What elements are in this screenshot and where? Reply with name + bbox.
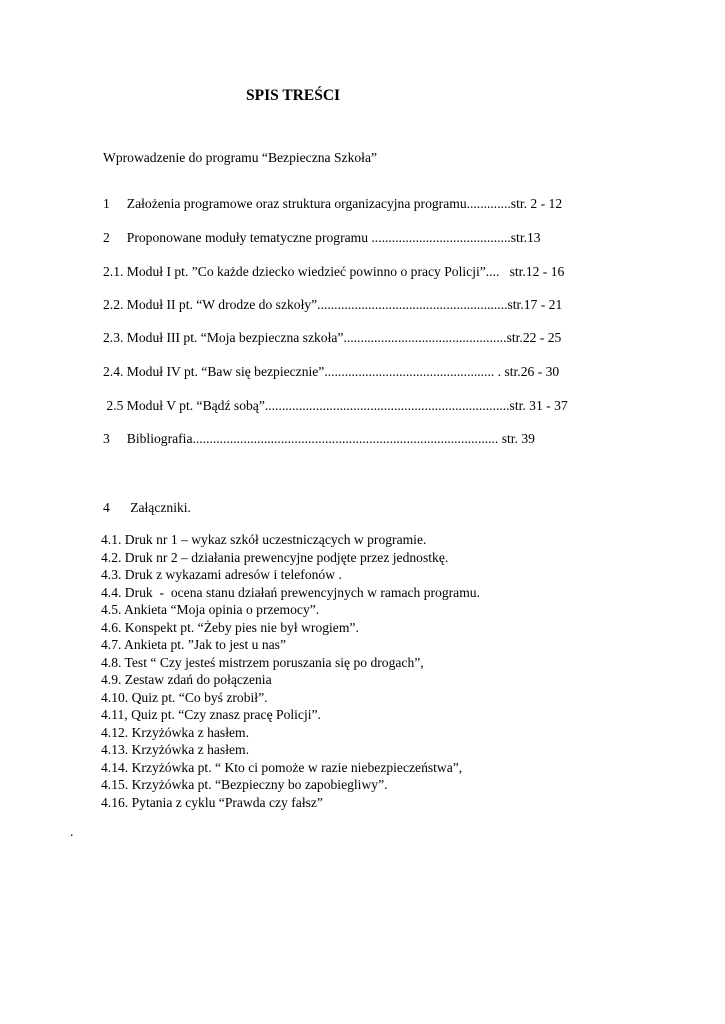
attachment-item: 4.12. Krzyżówka z hasłem. — [101, 724, 249, 740]
attachment-item: 4.10. Quiz pt. “Co byś zrobił”. — [101, 689, 268, 705]
toc-entry: 2.5 Moduł V pt. “Bądź sobą”........................................................................str. 31 - 37 — [103, 398, 568, 413]
attachment-item: 4.1. Druk nr 1 – wykaz szkół uczestniczących w programie. — [101, 532, 427, 547]
attachment-item: 4.5. Ankieta “Moja opinia o przemocy”. — [101, 602, 320, 617]
attachment-item: 4.7. Ankieta pt. ”Jak to jest u nas” — [101, 637, 286, 652]
attachment-item: 4.15. Krzyżówka pt. “Bezpieczny bo zapobiegliwy”. — [101, 777, 388, 792]
toc-entry: 2.3. Moduł III pt. “Moja bezpieczna szkoła”................................................str.22 - 25 — [103, 330, 562, 345]
attachment-item: 4.9. Zestaw zdań do połączenia — [101, 672, 272, 687]
toc-entry: 2.2. Moduł II pt. “W drodze do szkoły”........................................................str.17 - 21 — [103, 297, 563, 312]
attachment-item: 4.3. Druk z wykazami adresów i telefonów . — [101, 567, 342, 582]
toc-entry: 3 Bibliografia.......................................................................................... str. 39 — [103, 431, 535, 446]
attachments-list — [101, 531, 480, 811]
footer-mark: . — [70, 824, 74, 839]
toc-introduction: Wprowadzenie do programu “Bezpieczna Szkoła” — [103, 150, 378, 165]
toc-entry: 2.1. Moduł I pt. ”Co każde dziecko wiedzieć powinno o pracy Policji”.... str.12 - 16 — [103, 264, 565, 279]
toc-entry: 2 Proponowane moduły tematyczne programu .........................................str.13 — [103, 230, 541, 245]
attachment-item: 4.6. Konspekt pt. “Żeby pies nie był wrogiem”. — [101, 619, 359, 635]
toc-entry: 1 Założenia programowe oraz struktura organizacyjna programu.............str. 2 - 12 — [103, 196, 563, 211]
attachment-item: 4.14. Krzyżówka pt. “ Kto ci pomoże w razie niebezpieczeństwa”, — [101, 759, 463, 775]
attachment-item: 4.13. Krzyżówka z hasłem. — [101, 742, 249, 757]
attachment-item: 4.16. Pytania z cyklu “Prawda czy fałsz” — [101, 794, 323, 810]
attachment-item: 4.8. Test “ Czy jesteś mistrzem poruszania się po drogach”, — [101, 654, 424, 670]
attachments-heading: 4 Załączniki. — [103, 500, 191, 515]
attachment-item: 4.11, Quiz pt. “Czy znasz pracę Policji”. — [101, 707, 321, 722]
toc-entry: 2.4. Moduł IV pt. “Baw się bezpiecznie”.................................................. . str.26 - 30 — [103, 364, 560, 379]
page-title: SPIS TREŚCI — [246, 87, 341, 104]
attachment-item: 4.4. Druk - ocena stanu działań prewencyjnych w ramach programu. — [101, 584, 480, 600]
attachment-item: 4.2. Druk nr 2 – działania prewencyjne podjęte przez jednostkę. — [101, 549, 449, 565]
